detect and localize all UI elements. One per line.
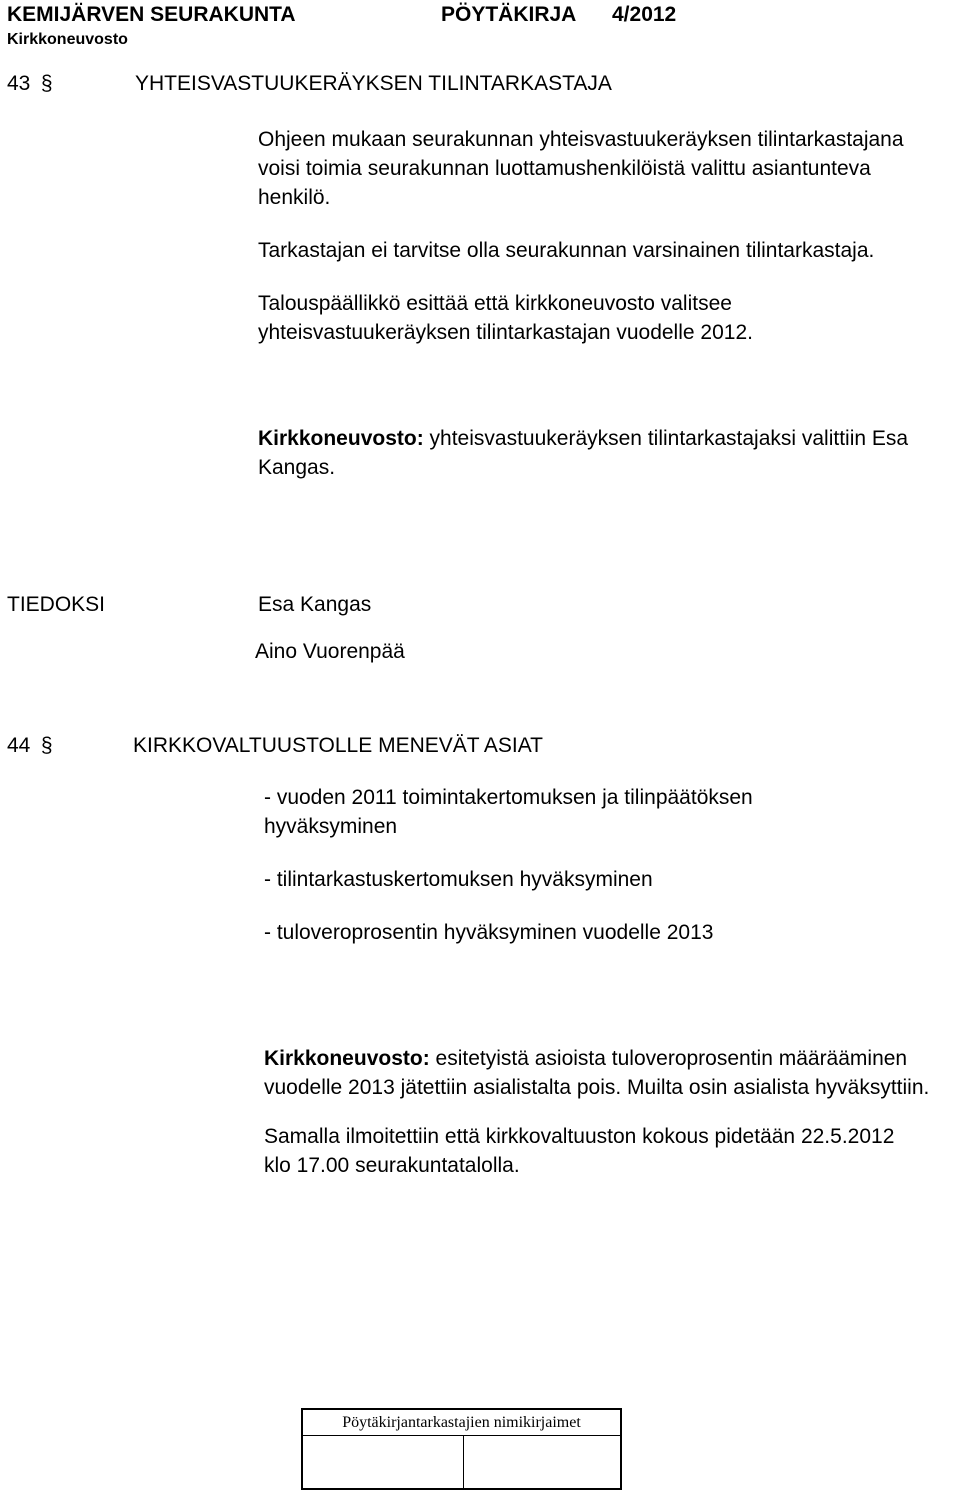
signature-box [301,1408,622,1490]
info-recipient: Aino Vuorenpää [255,640,405,663]
decision-text: esitetyistä asioista tuloveroprosentin määrääminen vuodelle 2013 jätettiin asialistalta pois. Muilta osin asialista hyväksyttiin. [264,1047,930,1099]
signature-cell-divider [463,1436,464,1488]
section-43-title: YHTEISVASTUUKERÄYKSEN TILINTARKASTAJA [135,72,612,95]
paragraph: Tarkastajan ei tarvitse olla seurakunnan varsinainen tilintarkastaja. [258,239,875,262]
signature-box-title: Pöytäkirjantarkastajien nimikirjaimet [303,1410,620,1436]
info-recipient: Esa Kangas [258,593,372,616]
document-number: 4/2012 [612,3,677,26]
section-number: 43 [7,72,31,95]
decision-label: Kirkkoneuvosto: [258,427,424,450]
document-type: PÖYTÄKIRJA [441,3,577,26]
section-sign-icon: § [40,72,53,95]
section-44-title: KIRKKOVALTUUSTOLLE MENEVÄT ASIAT [133,734,544,757]
meeting-body: Kirkkoneuvosto [7,31,128,48]
list-item: - vuoden 2011 toimintakertomuksen ja tilinpäätöksen hyväksyminen [264,786,753,838]
decision-text: yhteisvastuukeräyksen tilintarkastajaksi valittiin Esa Kangas. [258,427,909,479]
section-44-heading [7,734,53,758]
paragraph: Talouspäällikkö esittää että kirkkoneuvosto valitsee yhteisvastuukeräyksen tilintarkastajan vuodelle 2012. [258,292,753,344]
section-sign-icon: § [40,734,53,757]
section-number: 44 [7,734,31,757]
info-label: TIEDOKSI [7,593,106,616]
organization-name: KEMIJÄRVEN SEURAKUNTA [7,3,296,26]
decision-label: Kirkkoneuvosto: [264,1047,430,1070]
section-44-decision [264,1044,954,1180]
list-item: - tilintarkastuskertomuksen hyväksyminen [264,868,653,891]
section-43-body [258,125,958,371]
paragraph: Ohjeen mukaan seurakunnan yhteisvastuukeräyksen tilintarkastajana voisi toimia seurakunnan luottamushenkilöistä valittu asiantunteva henkilö. [258,128,904,209]
list-item: - tuloveroprosentin hyväksyminen vuodelle 2013 [264,921,714,944]
section-44-items [264,783,864,971]
section-43-decision [258,424,958,482]
meeting-note: Samalla ilmoitettiin että kirkkovaltuuston kokous pidetään 22.5.2012 klo 17.00 seurakuntatalolla. [264,1125,895,1177]
section-43-heading [7,72,53,96]
